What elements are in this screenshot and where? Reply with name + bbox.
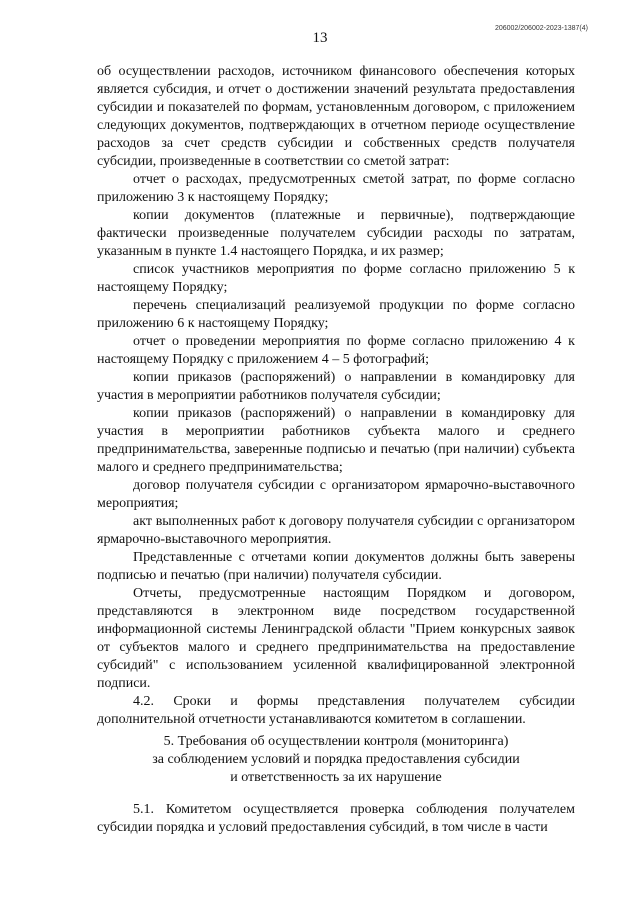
document-registration-number: 206002/206002-2023-1387(4) xyxy=(494,25,588,32)
body-text xyxy=(97,63,575,729)
page-number: 13 xyxy=(312,30,328,46)
paragraph: 5.1. Комитетом осуществляется проверка соблюдения получателем субсидии порядка и условий предоставления субсидий, в том числе в части xyxy=(97,802,575,835)
paragraph: перечень специализаций реализуемой продукции по форме согласно приложению 6 к настоящему Порядку; xyxy=(97,298,575,331)
paragraph: об осуществлении расходов, источником финансового обеспечения которых является субсидия, и отчет о достижении значений результата предоставления субсидии и показателей по формам, установленным договором, с приложением следующих документов, подтверждающих в отчетном периоде осуществление расходов за счет средств субсидии и собственных средств получателя субсидии, произведенные в соответствии со сметой затрат: xyxy=(97,64,575,169)
paragraph: копии приказов (распоряжений) о направлении в командировку для участия в мероприятии работников получателя субсидии; xyxy=(97,370,575,403)
section-heading-line: за соблюдением условий и порядка предоставления субсидии xyxy=(152,752,520,767)
paragraph: акт выполненных работ к договору получателя субсидии с организатором ярмарочно-выставочного мероприятия. xyxy=(97,514,575,547)
paragraph: Представленные с отчетами копии документов должны быть заверены подписью и печатью (при наличии) получателя субсидии. xyxy=(97,550,575,583)
paragraph: Отчеты, предусмотренные настоящим Порядком и договором, представляются в электронном виде посредством государственной информационной системы Ленинградской области "Прием конкурсных заявок от субъектов малого и среднего предпринимательства на предоставление субсидий" с использованием усиленной квалифицированной электронной подписи. xyxy=(97,586,575,691)
paragraph: отчет о проведении мероприятия по форме согласно приложению 4 к настоящему Порядку с приложением 4 – 5 фотографий; xyxy=(97,334,575,367)
paragraph: список участников мероприятия по форме согласно приложению 5 к настоящему Порядку; xyxy=(97,262,575,295)
paragraph: отчет о расходах, предусмотренных сметой затрат, по форме согласно приложению 3 к настоящему Порядку; xyxy=(97,172,575,205)
tail-text xyxy=(97,801,575,837)
section-heading-line: 5. Требования об осуществлении контроля (мониторинга) xyxy=(163,734,509,749)
paragraph: копии приказов (распоряжений) о направлении в командировку для участия в мероприятии работников субъекта малого и среднего предпринимательства, заверенные подписью и печатью (при наличии) субъекта малого и среднего предпринимательства; xyxy=(97,406,575,475)
paragraph: копии документов (платежные и первичные), подтверждающие фактически произведенные получателем субсидии расходы по затратам, указанным в пункте 1.4 настоящего Порядка, и их размер; xyxy=(97,208,575,259)
section-heading-line: и ответственность за их нарушение xyxy=(230,770,442,785)
paragraph: 4.2. Сроки и формы представления получателем субсидии дополнительной отчетности устанавливаются комитетом в соглашении. xyxy=(97,694,575,727)
paragraph: договор получателя субсидии с организатором ярмарочно-выставочного мероприятия; xyxy=(97,478,575,511)
section-heading xyxy=(97,733,575,787)
